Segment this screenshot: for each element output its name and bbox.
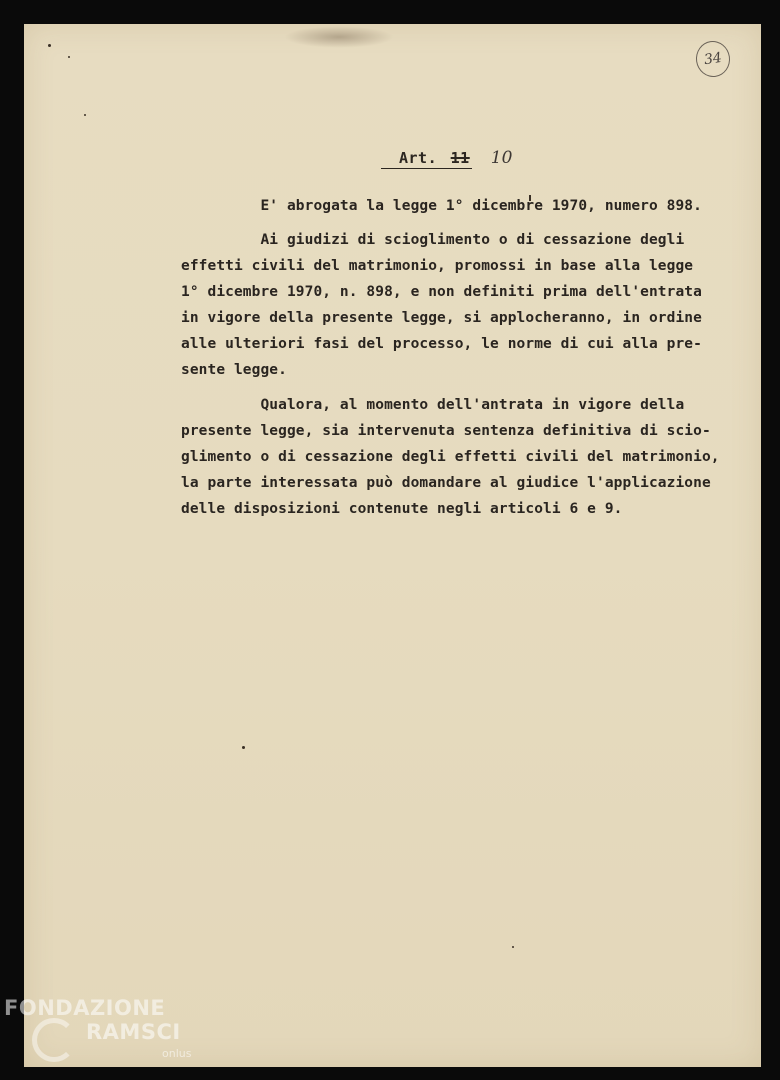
paper-speck: [242, 746, 245, 749]
body-line: E' abrogata la legge 1° dicembre 1970, numero 898.: [181, 198, 702, 214]
watermark-suffix: onlus: [162, 1047, 192, 1060]
body-line: delle disposizioni contenute negli articoli 6 e 9.: [181, 501, 623, 517]
document-page: [24, 24, 761, 1067]
paper-speck: [68, 56, 70, 58]
paper-speck: [84, 114, 86, 116]
article-heading: [381, 148, 512, 169]
article-label-text: Art.: [399, 149, 438, 167]
body-line: la parte interessata può domandare al giudice l'applicazione: [181, 475, 711, 491]
handwritten-article-number: 10: [490, 148, 513, 168]
body-line: effetti civili del matrimonio, promossi in base alla legge: [181, 258, 694, 274]
body-line: Ai giudizi di scioglimento o di cessazione degli: [181, 232, 685, 248]
watermark-g-logo-icon: [32, 1018, 76, 1062]
watermark-line-2: RAMSCI: [86, 1020, 181, 1044]
article-label: [381, 149, 472, 169]
body-line: sente legge.: [181, 362, 287, 378]
body-line: in vigore della presente legge, si applocheranno, in ordine: [181, 310, 702, 326]
body-line: presente legge, sia intervenuta sentenza definitiva di scio-: [181, 423, 711, 439]
struck-article-number: 11: [450, 149, 470, 167]
watermark-line-1: FONDAZIONE: [4, 996, 166, 1020]
body-line: Qualora, al momento dell'antrata in vigore della: [181, 397, 685, 413]
body-line: glimento o di cessazione degli effetti civili del matrimonio,: [181, 449, 720, 465]
paper-speck: [512, 946, 514, 948]
paper-speck: [48, 44, 51, 47]
paper-smudge: [284, 26, 394, 48]
archive-page-number: 34: [694, 39, 733, 79]
foundation-watermark-logo: [4, 996, 204, 1076]
body-line: alle ulteriori fasi del processo, le norme di cui alla pre-: [181, 336, 702, 352]
body-line: 1° dicembre 1970, n. 898, e non definiti prima dell'entrata: [181, 284, 702, 300]
